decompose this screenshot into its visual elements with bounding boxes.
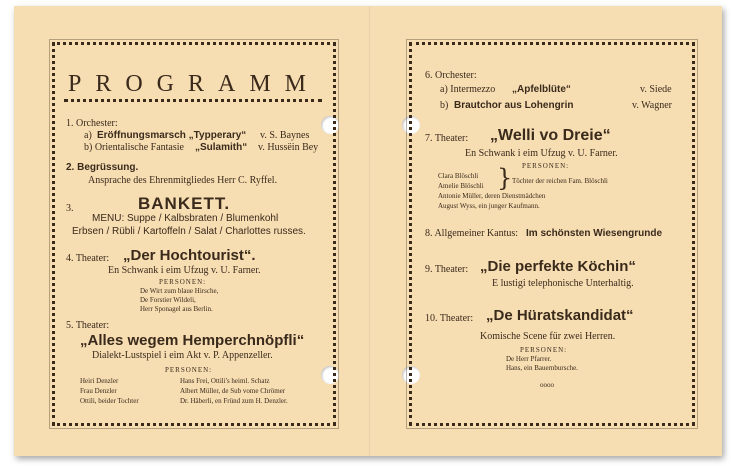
section-7-brace-text: Töchter der reichen Fam. Blöschli [512,177,608,185]
section-10-person: Hans, ein Bauernbursche. [506,364,578,372]
section-7-label: 7. Theater: [425,133,469,144]
section-9-subtitle: E lustigi telephonische Unterhaltig. [492,278,634,289]
section-10-subtitle: Komische Scene für zwei Herren. [480,331,616,342]
section-7-person: August Wyss, ein junger Kaufmann. [438,202,540,210]
section-4-person: De Wirt zum blaue Hirsche, [140,287,219,295]
section-1b-title: „Sulamith“ [195,142,248,153]
section-6b-letter: b) [440,100,449,111]
section-9-label: 9. Theater: [425,264,469,275]
section-2-label: 2. Begrüssung. [66,162,139,173]
section-8-label: 8. Allgemeiner Kantus: [425,228,519,239]
section-6a-title: „Apfelblüte“ [512,84,571,95]
section-4-title: „Der Hochtourist“. [123,247,256,264]
section-9-title: „Die perfekte Köchin“ [480,258,636,275]
section-7-person: Clara Blöschli [438,172,479,180]
section-4-label: 4. Theater: [66,253,110,264]
section-6b-composer: v. Wagner [632,100,673,111]
title-underline [64,99,322,105]
section-1-label: 1. Orchester: [66,118,118,129]
section-5-person-right: Hans Frei, Ottili's heiml. Schatz [180,377,270,385]
section-10-title: „De Hüratskandidat“ [486,307,634,324]
section-4-subtitle: En Schwank i eim Ufzug v. U. Farner. [108,265,261,276]
program-title: PROGRAMM [67,71,321,97]
section-5-label: 5. Theater: [66,320,110,331]
section-3-menu-line1: MENU: Suppe / Kalbsbraten / Blumenkohl [92,213,279,224]
section-5-person-left: Frau Denzler [80,387,117,395]
section-2-text: Ansprache des Ehrenmitgliedes Herr C. Ryffel. [88,175,278,186]
section-7-personen-label: PERSONEN: [522,162,570,170]
section-8-title: Im schönsten Wiesengrunde [526,228,663,239]
section-5-person-right: Dr. Häberli, en Fründ zum H. Denzler. [180,397,288,405]
section-3-label: 3. [66,203,74,214]
section-1b-text: b) Orientalische Fantasie [84,142,184,153]
section-5-person-left: Ottili, beider Tochter [80,397,139,405]
section-5-subtitle: Dialekt-Lustspiel i eim Akt v. P. Appenzeller. [92,350,273,361]
section-7-person: Amelie Blöschli [438,182,484,190]
section-10-personen-label: PERSONEN: [520,346,568,354]
section-10-person: De Herr Pfarrer. [506,355,552,363]
section-4-person: De Forstier Wildeli, [140,296,196,304]
section-7-person: Antonie Müller, deren Dienstmädchen [438,192,546,200]
section-5-person-left: Heiri Denzler [80,377,119,385]
section-1a-letter: a) [84,130,92,141]
section-1a-composer: v. S. Baynes [260,130,310,141]
section-6a-composer: v. Siede [640,84,672,95]
section-7-subtitle: En Schwank i eim Ufzug v. U. Farner. [465,148,618,159]
section-5-title: „Alles wegem Hemperchnöpfli“ [80,332,305,349]
section-6b-title: Brautchor aus Lohengrin [454,100,574,111]
section-5-person-right: Albert Müller, de Sub vome Chrömer [180,387,286,395]
section-5-personen-label: PERSONEN: [165,366,213,374]
section-6a-text: a) Intermezzo [440,84,496,95]
section-1b-composer: v. Hussëin Bey [258,142,319,153]
section-10-label: 10. Theater: [425,313,474,324]
section-4-person: Herr Sponagel aus Berlin. [140,305,213,313]
section-3-title: BANKETT. [138,194,231,213]
section-4-personen-label: PERSONEN: [159,278,207,286]
section-6-label: 6. Orchester: [425,70,477,81]
center-fold [369,6,371,456]
section-7-title: „Welli vo Dreie“ [490,127,611,144]
section-3-menu-line2: Erbsen / Rübli / Kartoffeln / Salat / Charlottes russes. [72,226,306,237]
brace-symbol: } [497,164,513,192]
end-ornament: oooo [540,381,554,389]
section-1a-title: Eröffnungsmarsch „Typperary“ [97,130,247,141]
